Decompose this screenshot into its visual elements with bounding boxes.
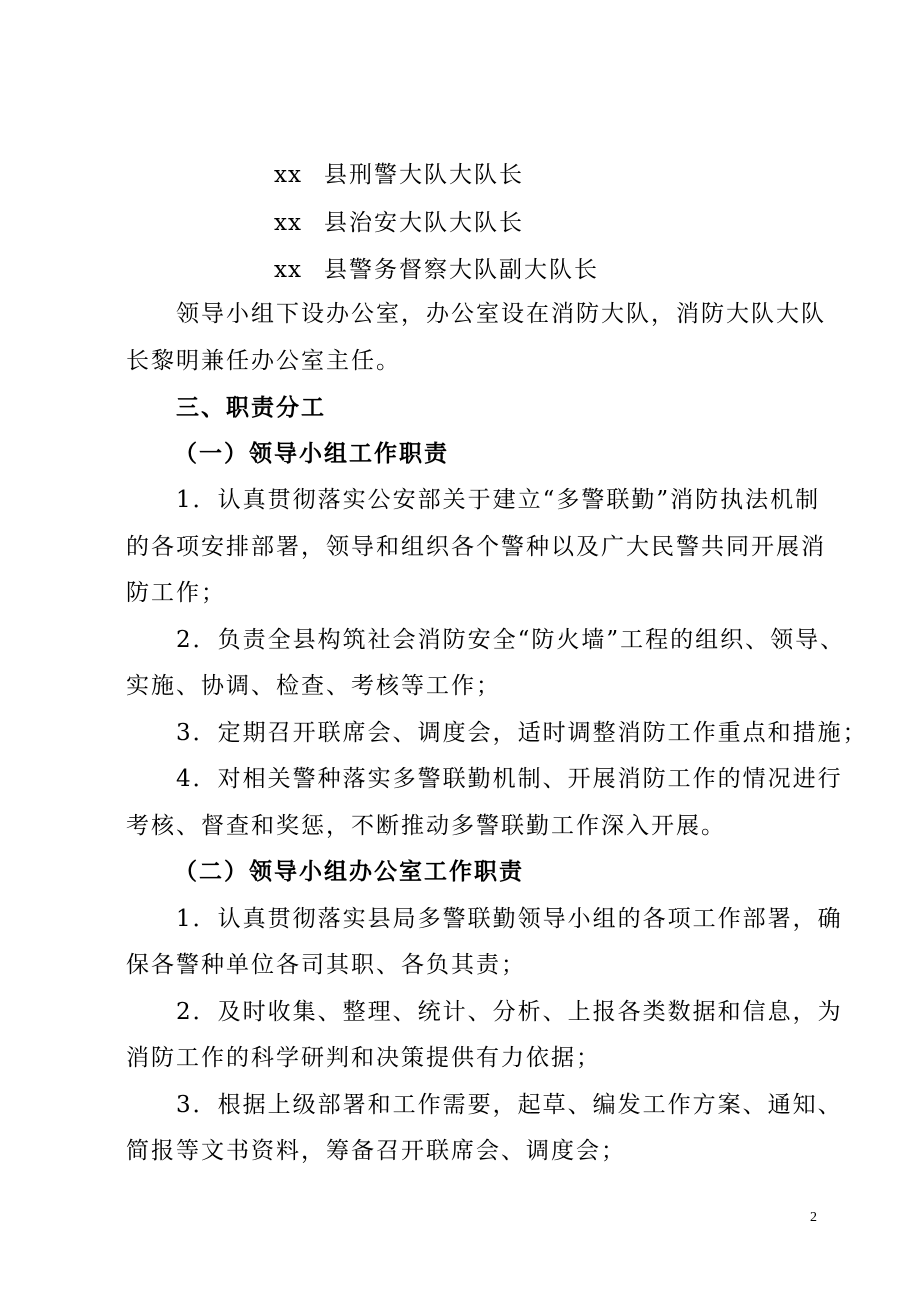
roster-name: xx bbox=[274, 257, 302, 283]
duty-item-line: 4．对相关警种落实多警联勤机制、开展消防工作的情况进行 bbox=[176, 766, 843, 792]
roster-title: 县警务督察大队副大队长 bbox=[323, 257, 599, 283]
duty-item-line: 2．负责全县构筑社会消防安全“防火墙”工程的组织、领导、 bbox=[176, 627, 846, 653]
duty-item-line: 考核、督查和奖惩，不断推动多警联勤工作深入开展。 bbox=[126, 813, 726, 839]
subsection-heading: （二）领导小组办公室工作职责 bbox=[174, 858, 524, 885]
duty-item-line: 1．认真贯彻落实县局多警联勤领导小组的各项工作部署，确 bbox=[176, 906, 843, 932]
duty-item-line: 1．认真贯彻落实公安部关于建立“多警联勤”消防执法机制 bbox=[176, 487, 821, 513]
roster-title: 县治安大队大队长 bbox=[323, 210, 524, 236]
roster-name: xx bbox=[274, 162, 302, 188]
roster-title: 县刑警大队大队长 bbox=[323, 162, 524, 188]
roster-line bbox=[274, 208, 524, 238]
duty-item-line: 3．根据上级部署和工作需要，起草、编发工作方案、通知、 bbox=[176, 1092, 843, 1118]
section-heading: 三、职责分工 bbox=[176, 394, 326, 421]
duty-item-line: 简报等文书资料，筹备召开联席会、调度会； bbox=[126, 1138, 626, 1164]
duty-item-line: 实施、协调、检查、考核等工作； bbox=[126, 673, 501, 699]
duty-item-line: 的各项安排部署，领导和组织各个警种以及广大民警共同开展消 bbox=[126, 534, 826, 560]
duty-item-line: 防工作； bbox=[126, 580, 226, 606]
duty-item-line: 2．及时收集、整理、统计、分析、上报各类数据和信息，为 bbox=[176, 999, 843, 1025]
roster-line bbox=[274, 160, 524, 190]
roster-name: xx bbox=[274, 210, 302, 236]
duty-item-line: 消防工作的科学研判和决策提供有力依据； bbox=[126, 1045, 601, 1071]
duty-item-line: 保各警种单位各司其职、各负其责； bbox=[126, 952, 526, 978]
duty-item-line: 3．定期召开联席会、调度会，适时调整消防工作重点和措施； bbox=[176, 720, 868, 746]
office-paragraph-line: 长黎明兼任办公室主任。 bbox=[126, 348, 401, 374]
subsection-heading: （一）领导小组工作职责 bbox=[174, 440, 449, 467]
roster-line bbox=[274, 255, 599, 285]
office-paragraph-line: 领导小组下设办公室，办公室设在消防大队，消防大队大队 bbox=[176, 301, 826, 327]
page-number: 2 bbox=[810, 1210, 817, 1225]
